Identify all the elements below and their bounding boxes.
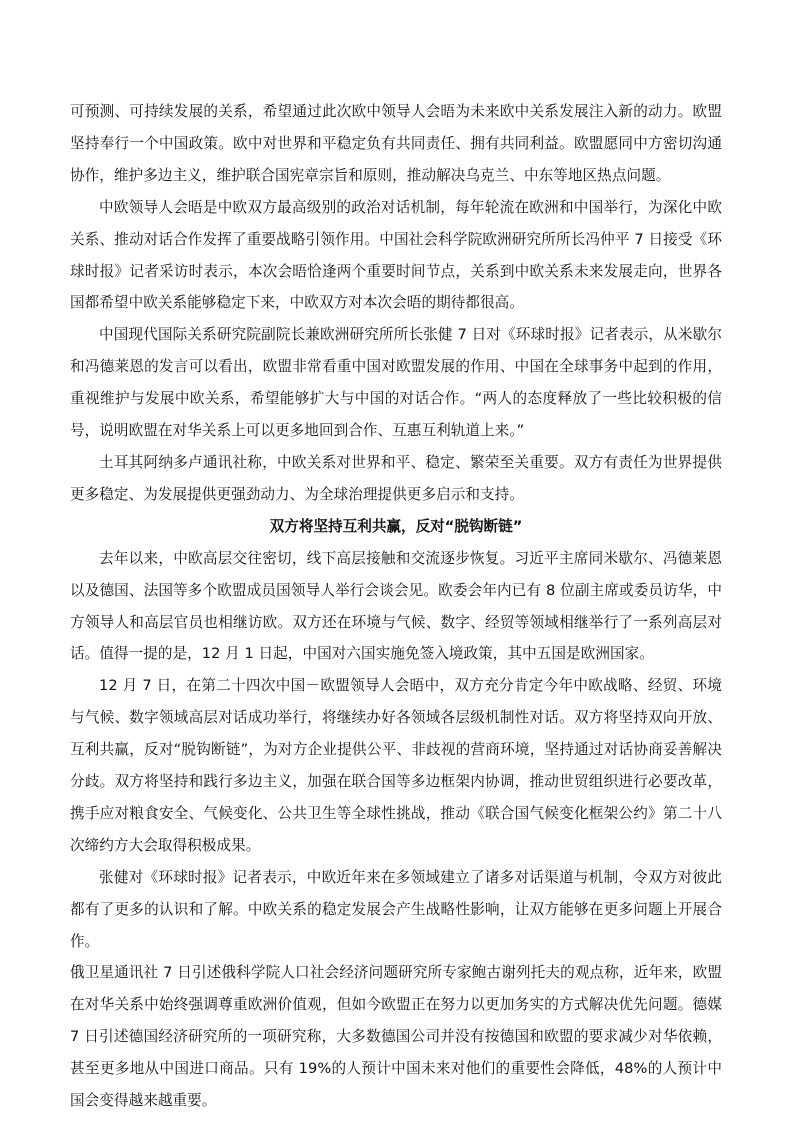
paragraph-dialogue-channels: 张健对《环球时报》记者表示，中欧近年来在多领域建立了诸多对话渠道与机制，令双方对彼此都有了更多的认识和了解。中欧关系的稳定发展会产生战略性影响，让双方能够在更多问题上开展合作。 <box>70 868 722 950</box>
article-body <box>70 96 722 1117</box>
section-heading: 双方将坚持互利共赢，反对“脱钩断链” <box>269 517 523 535</box>
paragraph-zhang-jian-remarks: 中国现代国际关系研究院副院长兼欧洲研究所所长张健 7 日对《环球时报》记者表示，从米歇尔和冯德莱恩的发言可以看出，欧盟非常看重中国对欧盟发展的作用、中国在全球事务中起到的作用，重视维护与发展中欧关系，希望能够扩大与中国的对话合作。“两人的态度释放了一些比较积极的信号，说明欧盟在对华关系上可以更多地回到合作、互惠互利轨道上来。” <box>70 326 722 440</box>
paragraph-high-level-exchanges: 去年以来，中欧高层交往密切，线下高层接触和交流逐步恢复。习近平主席同米歇尔、冯德莱恩以及德国、法国等多个欧盟成员国领导人举行会谈会见。欧委会年内已有 8 位副主席或委员访华，中方领导人和高层官员也相继访欧。双方还在环境与气候、数字、经贸等领域相继举行了一系列高层对话。值得一提的是，12 月 1 日起，中国对六国实施免签入境政策，其中五国是欧洲国家。 <box>70 549 722 663</box>
paragraph-summit-mechanism: 中欧领导人会晤是中欧双方最高级别的政治对话机制，每年轮流在欧洲和中国举行，为深化中欧关系、推动对话合作发挥了重要战略引领作用。中国社会科学院欧洲研究所所长冯仲平 7 日接受《环球时报》记者采访时表示，本次会晤恰逢两个重要时间节点，关系到中欧关系未来发展走向，世界各国都希望中欧关系能够稳定下来，中欧双方对本次会晤的期待都很高。 <box>70 198 722 312</box>
paragraph-december-7-summit: 12 月 7 日，在第二十四次中国－欧盟领导人会晤中，双方充分肯定今年中欧战略、经贸、环境与气候、数字领域高层对话成功举行，将继续办好各领域各层级机制性对话。双方将坚持双向开放、互利共赢，反对“脱钩断链”，为对方企业提供公平、非歧视的营商环境，坚持通过对话协商妥善解决分歧。双方将坚持和践行多边主义，加强在联合国等多边框架内协调，推动世贸组织进行必要改革，携手应对粮食安全、气候变化、公共卫生等全球性挑战，推动《联合国气候变化框架公约》第二十八次缔约方大会取得积极成果。 <box>70 677 722 854</box>
paragraph-eu-china-relations-continued: 可预测、可持续发展的关系，希望通过此次欧中领导人会晤为未来欧中关系发展注入新的动力。欧盟坚持奉行一个中国政策。欧中对世界和平稳定负有共同责任、拥有共同利益。欧盟愿同中方密切沟通协作，维护多边主义，维护联合国宪章宗旨和原则，推动解决乌克兰、中东等地区热点问题。 <box>70 103 722 184</box>
paragraph-sputnik-and-german-media: 俄卫星通讯社 7 日引述俄科学院人口社会经济问题研究所专家鲍古谢列托夫的观点称，近年来，欧盟在对华关系中始终强调尊重欧洲价值观，但如今欧盟正在努力以更加务实的方式解决优先问题。德媒 7 日引述德国经济研究所的一项研究称，大多数德国公司并没有按德国和欧盟的要求减少对华依赖，甚至更多地从中国进口商品。只有 19%的人预计中国未来对他们的重要性会降低，48%的人预计中国会变得越来越重要。 <box>70 964 722 1110</box>
paragraph-anadolu-agency: 土耳其阿纳多卢通讯社称，中欧关系对世界和平、稳定、繁荣至关重要。双方有责任为世界提供更多稳定、为发展提供更强劲动力、为全球治理提供更多启示和支持。 <box>70 453 722 503</box>
